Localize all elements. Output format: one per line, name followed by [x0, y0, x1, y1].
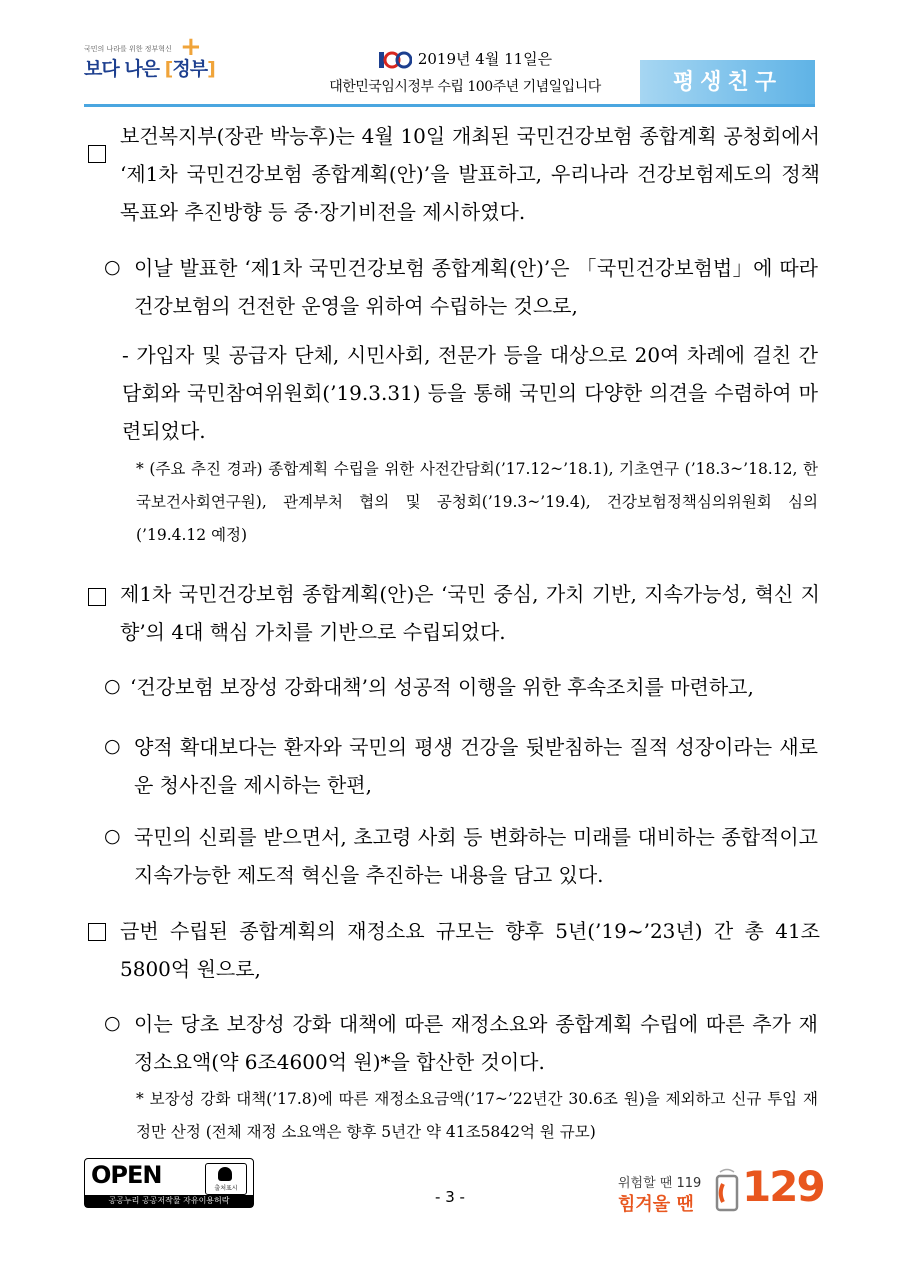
campaign-big-text: 힘겨울 땐	[618, 1194, 694, 1215]
campaign-number: 129	[742, 1162, 824, 1211]
logo-tagline: 국민의 나라를 위한 정부혁신	[84, 45, 172, 53]
page-header	[0, 0, 900, 110]
note-1: * (주요 추진 경과) 종합계획 수립을 위한 사전간담회(’17.12~’18.1), 기초연구 (’18.3~’18.12, 한국보건사회연구원), 관계부처 협의 및 공청회(’19.3~’19.4), 건강보험정책심의위원회 심의(’19.4.12 예정)	[136, 460, 818, 544]
open-caption: 공공누리 공공저작물 자유이용허락	[85, 1195, 253, 1207]
paragraph-1: 보건복지부(장관 박능후)는 4월 10일 개최된 국민건강보험 종합계획 공청회에서 ‘제1차 국민건강보험 종합계획(안)’을 발표하고, 우리나라 건강보험제도의 정책목표와 추진방향 등 중·장기비전을 제시하였다.	[120, 124, 820, 224]
paragraph-2c: 국민의 신뢰를 받으면서, 초고령 사회 등 변화하는 미래를 대비하는 종합적이고 지속가능한 제도적 혁신을 추진하는 내용을 담고 있다.	[134, 825, 818, 887]
paragraph-2b: 양적 확대보다는 환자와 국민의 평생 건강을 뒷받침하는 질적 성장이라는 새로운 청사진을 제시하는 한편,	[134, 735, 818, 797]
circle-bullet-icon: ○	[104, 675, 121, 697]
paragraph-1a: 이날 발표한 ‘제1차 국민건강보험 종합계획(안)’은 「국민건강보험법」에 따라 건강보험의 건전한 운영을 위하여 수립하는 것으로,	[134, 256, 819, 318]
circle-bullet-icon: ○	[104, 735, 121, 757]
header-divider	[84, 104, 815, 107]
paragraph-3: 금번 수립된 종합계획의 재정소요 규모는 향후 5년(’19~’23년) 간 총 41조5800억 원으로,	[120, 919, 820, 981]
campaign-small-text: 위험할 땐 119	[618, 1176, 702, 1191]
slogan-text: 평생친구	[672, 70, 782, 95]
paragraph-2a: ‘건강보험 보장성 강화대책’의 성공적 이행을 위한 후속조치를 마련하고,	[130, 675, 754, 699]
phone-icon	[714, 1168, 740, 1212]
circle-bullet-icon: ○	[104, 1012, 121, 1034]
checkbox-square-icon	[88, 923, 106, 941]
checkbox-square-icon	[88, 588, 106, 606]
page-number: - 3 -	[435, 1188, 465, 1206]
circle-bullet-icon: ○	[104, 825, 121, 847]
logo-text-a: 보다 나은	[84, 58, 165, 80]
anniversary-line1: 2019년 4월 11일은	[417, 50, 553, 68]
paragraph-3a: 이는 당초 보장성 강화 대책에 따른 재정소요와 종합계획 수립에 따른 추가 재정소요액(약 6조4600억 원)*을 합산한 것이다.	[134, 1012, 818, 1074]
attribution-label: 출처표시	[214, 1185, 238, 1192]
plus-icon: +	[180, 32, 202, 62]
note-2: * 보장성 강화 대책(’17.8)에 따른 재정소요금액(’17~’22년간 30.6조 원)을 제외하고 신규 투입 재정만 산정 (전체 재정 소요액은 향후 5년간 약 41조5842억 원 규모)	[136, 1090, 818, 1141]
campaign-129-logo	[618, 1158, 824, 1218]
logo-text-b: 정부	[172, 58, 208, 80]
paragraph-2: 제1차 국민건강보험 종합계획(안)은 ‘국민 중심, 가치 기반, 지속가능성, 혁신 지향’의 4대 핵심 가치를 기반으로 수립되었다.	[120, 582, 820, 644]
slogan-tile	[640, 60, 815, 110]
anniversary-line2: 대한민국임시정부 수립 100주년 기념일입니다	[329, 79, 601, 95]
open-logo: OPEN	[91, 1161, 162, 1189]
government-logo: 국민의 나라를 위한 정부혁신 보다 나은 [정부] +	[84, 32, 215, 80]
checkbox-square-icon	[88, 145, 106, 163]
anniversary-banner	[310, 48, 620, 104]
centennial-emblem-icon	[378, 50, 412, 70]
paragraph-1a-dash: - 가입자 및 공급자 단체, 시민사회, 전문가 등을 대상으로 20여 차례에 걸친 간담회와 국민참여위원회(’19.3.31) 등을 통해 국민의 다양한 의견을 수렴하여 마련되었다.	[122, 343, 818, 443]
circle-bullet-icon: ○	[104, 256, 121, 278]
